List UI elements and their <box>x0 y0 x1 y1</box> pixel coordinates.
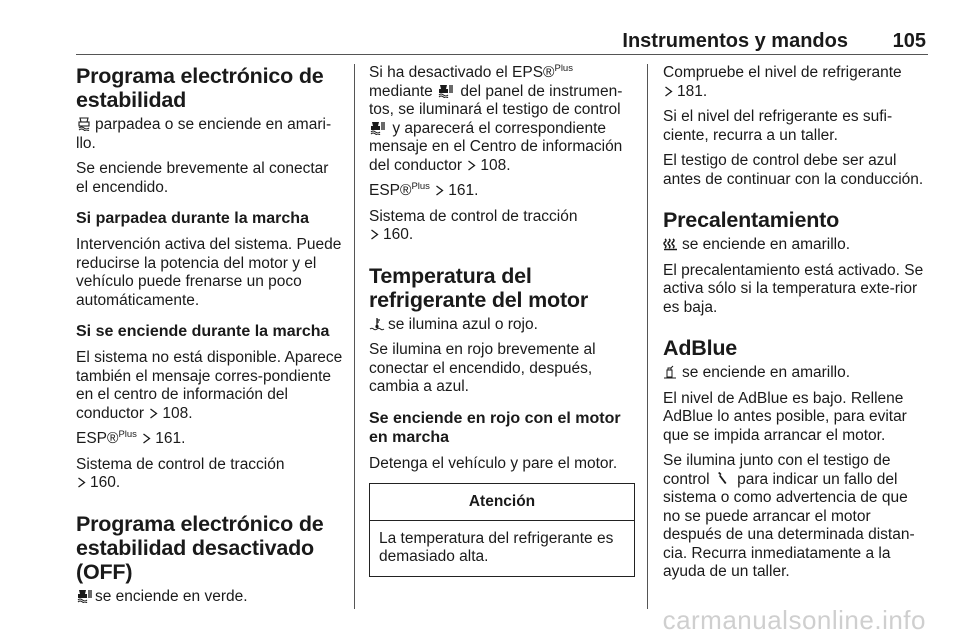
paragraph: Detenga el vehículo y pare el motor. <box>369 454 618 472</box>
page-reference-arrow-icon <box>142 433 151 444</box>
page-header <box>76 30 928 56</box>
column-2 <box>369 64 635 577</box>
page-reference[interactable]: 161. <box>434 182 478 199</box>
heading-coolant-temperature: Temperatura del refrigerante del motor <box>369 263 589 312</box>
page-reference[interactable]: 108. <box>148 405 192 422</box>
paragraph: se enciende en amarillo. <box>663 236 929 255</box>
paragraph: Sistema de control de tracción 160. <box>76 455 285 491</box>
paragraph: parpadea o se enciende en amari-llo. <box>76 116 332 152</box>
esp-off-icon <box>437 84 453 98</box>
esp-off-icon <box>76 589 92 603</box>
heading-adblue: AdBlue <box>663 336 738 360</box>
glow-plug-icon <box>663 237 679 251</box>
paragraph: Se enciende brevemente al conectar el encendido. <box>76 160 329 196</box>
paragraph: Se ilumina en rojo brevemente al conectar el encendido, después, cambia a azul. <box>369 341 596 395</box>
subheading-red-running: Se enciende en rojo con el motor en marcha <box>369 409 621 446</box>
page-number: 105 <box>892 30 926 52</box>
notice-box <box>369 483 635 577</box>
heading-esp-off: Programa electrónico de estabilidad desactivado (OFF) <box>76 511 324 584</box>
heading-preheating: Precalentamiento <box>663 208 840 232</box>
adblue-icon <box>663 365 679 379</box>
paragraph: ESP®$^{Plus}$ 161. <box>76 429 186 447</box>
page-reference[interactable]: 161. <box>141 430 185 447</box>
watermark: carmanualsonline.info <box>662 605 926 635</box>
paragraph: El precalentamiento está activado. Se activa sólo si la temperatura exte-rior es baja. <box>663 261 924 316</box>
page-reference-arrow-icon <box>467 160 476 171</box>
paragraph: se enciende en amarillo. <box>663 364 929 383</box>
paragraph: El nivel de AdBlue es bajo. Rellene AdBlue lo antes posible, para evitar que se impida arrancar el motor. <box>663 389 907 444</box>
paragraph: se enciende en verde. <box>76 588 344 607</box>
page-reference[interactable]: 181. <box>663 83 707 100</box>
page-reference-arrow-icon <box>370 229 379 240</box>
column-divider <box>647 64 648 609</box>
esp-warning-icon <box>76 117 92 131</box>
subheading-flashing: Si parpadea durante la marcha <box>76 210 309 227</box>
page-reference[interactable]: 108. <box>466 157 510 174</box>
page-reference-arrow-icon <box>664 86 673 97</box>
page-reference[interactable]: 160. <box>369 226 413 243</box>
paragraph: se ilumina azul o rojo. <box>369 316 635 335</box>
page-reference[interactable]: 160. <box>76 474 120 491</box>
header-rule <box>76 54 928 55</box>
page-reference-arrow-icon <box>77 477 86 488</box>
subheading-lit: Si se enciende durante la marcha <box>76 323 330 340</box>
wrench-icon <box>714 472 730 486</box>
column-divider <box>354 64 355 609</box>
page-reference-arrow-icon <box>149 408 158 419</box>
page-reference-arrow-icon <box>435 185 444 196</box>
paragraph: Si ha desactivado el EPS®$^{Plus}$ mediante del panel de instrumen-tos, se iluminará el testigo de control y aparecerá el correspondiente mensaje en el Centro de información del conductor 108. <box>369 63 623 174</box>
heading-esp: Programa electrónico de estabilidad <box>76 64 324 112</box>
paragraph: Intervención activa del sistema. Puede reducirse la potencia del motor y el vehículo puede frenarse un poco automáticamente. <box>76 236 342 309</box>
paragraph: El testigo de control debe ser azul antes de continuar con la conducción. <box>663 152 924 188</box>
esp-off-icon <box>369 121 385 135</box>
column-3 <box>663 64 929 589</box>
paragraph: Se ilumina junto con el testigo de control para indicar un fallo del sistema o como advertencia de que no se puede arrancar el motor después de una determinada distan-cia. Recurra inmediatamente a la ayuda de un taller. <box>663 452 915 580</box>
paragraph: Compruebe el nivel de refrigerante 181. <box>663 64 902 100</box>
notice-body: La temperatura del refrigerante es demasiado alta. <box>379 529 614 565</box>
paragraph: El sistema no está disponible. Aparece también el mensaje corres-pondiente en el centro de información del conductor 108. <box>76 349 343 422</box>
paragraph: Sistema de control de tracción 160. <box>369 207 578 243</box>
column-1 <box>76 64 344 613</box>
coolant-temperature-icon <box>369 317 385 331</box>
paragraph: ESP®$^{Plus}$ 161. <box>369 181 479 199</box>
paragraph: Si el nivel del refrigerante es sufi-ciente, recurra a un taller. <box>663 108 893 144</box>
notice-title: Atención <box>370 484 634 521</box>
page-title: Instrumentos y mandos <box>622 30 848 52</box>
